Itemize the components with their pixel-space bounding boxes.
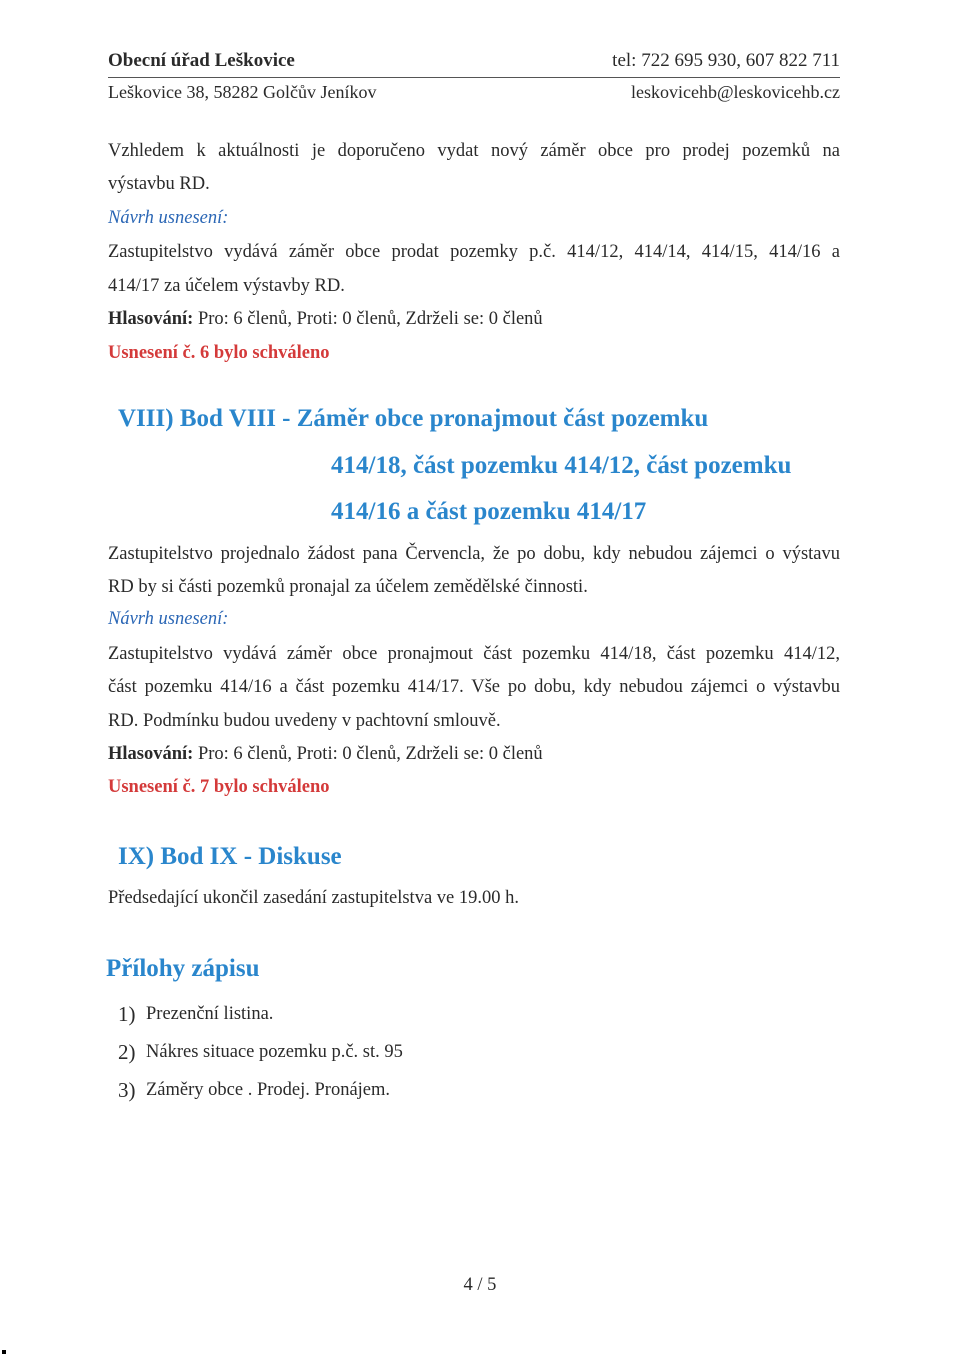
section-heading-viii-cont: 414/16 a část pozemku 414/17 [331, 498, 647, 525]
vote-label: Hlasování: [108, 309, 194, 329]
proposal-line: Zastupitelstvo vydává záměr obce pronajmout část pozemku 414/18, část pozemku 414/12, [108, 644, 840, 664]
letterhead-top [108, 50, 840, 72]
list-item-number: 3) [118, 1077, 136, 1102]
letterhead-bottom [108, 82, 840, 103]
paragraph-line: výstavbu RD. [108, 174, 210, 194]
paragraph-line: RD by si části pozemků pronajal za účelem zemědělské činnosti. [108, 577, 588, 597]
proposal-label: Návrh usnesení: [108, 208, 229, 228]
section-heading-viii-cont: 414/18, část pozemku 414/12, část pozemku [331, 452, 792, 479]
proposal-label: Návrh usnesení: [108, 609, 229, 629]
page-number: 4 / 5 [463, 1275, 497, 1295]
proposal-line: Zastupitelstvo vydává záměr obce prodat pozemky p.č. 414/12, 414/14, 414/15, 414/16 a [108, 242, 840, 262]
list-item-number: 2) [118, 1039, 136, 1064]
resolution-text: Usnesení č. 6 bylo schváleno [108, 343, 330, 363]
paragraph-line: Zastupitelstvo projednalo žádost pana Červencla, že po dobu, kdy nebudou zájemci o výstavu [108, 544, 840, 564]
attachments-heading: Přílohy zápisu [106, 955, 260, 982]
discussion-text: Předsedající ukončil zasedání zastupitelstva ve 19.00 h. [108, 888, 519, 908]
resolution-text: Usnesení č. 7 bylo schváleno [108, 777, 330, 797]
list-item-text: Záměry obce . Prodej. Pronájem. [146, 1079, 391, 1100]
header-divider [108, 77, 840, 78]
vote-line [108, 742, 840, 766]
list-item [118, 995, 403, 1033]
vote-text: Pro: 6 členů, Proti: 0 členů, Zdrželi se: 0 členů [197, 309, 543, 329]
office-address: Leškovice 38, 58282 Golčův Jeníkov [108, 82, 377, 102]
list-item-text: Prezenční listina. [146, 1003, 274, 1024]
vote-label: Hlasování: [108, 744, 194, 764]
list-item-number: 1) [118, 1001, 136, 1026]
proposal-line: 414/17 za účelem výstavby RD. [108, 276, 345, 296]
office-phone: tel: 722 695 930, 607 822 711 [612, 50, 840, 71]
proposal-line: RD. Podmínku budou uvedeny v pachtovní smlouvě. [108, 711, 501, 731]
paragraph-line: Vzhledem k aktuálnosti je doporučeno vydat nový záměr obce pro prodej pozemků na [108, 141, 840, 161]
office-email: leskovicehb@leskovicehb.cz [630, 82, 840, 102]
office-name: Obecní úřad Leškovice [108, 50, 295, 71]
attachments-list [118, 995, 403, 1109]
list-item [118, 1033, 403, 1071]
vote-line [108, 307, 840, 331]
list-item-text: Nákres situace pozemku p.č. st. 95 [146, 1041, 403, 1062]
section-heading-viii: VIII) Bod VIII - Záměr obce pronajmout část pozemku [118, 405, 709, 432]
vote-text: Pro: 6 členů, Proti: 0 členů, Zdrželi se: 0 členů [197, 744, 543, 764]
scan-mark [2, 1350, 6, 1354]
proposal-line: část pozemku 414/16 a část pozemku 414/17. Vše po dobu, kdy nebudou zájemci o výstavbu [108, 677, 840, 697]
list-item [118, 1071, 403, 1109]
section-heading-ix: IX) Bod IX - Diskuse [118, 843, 342, 870]
